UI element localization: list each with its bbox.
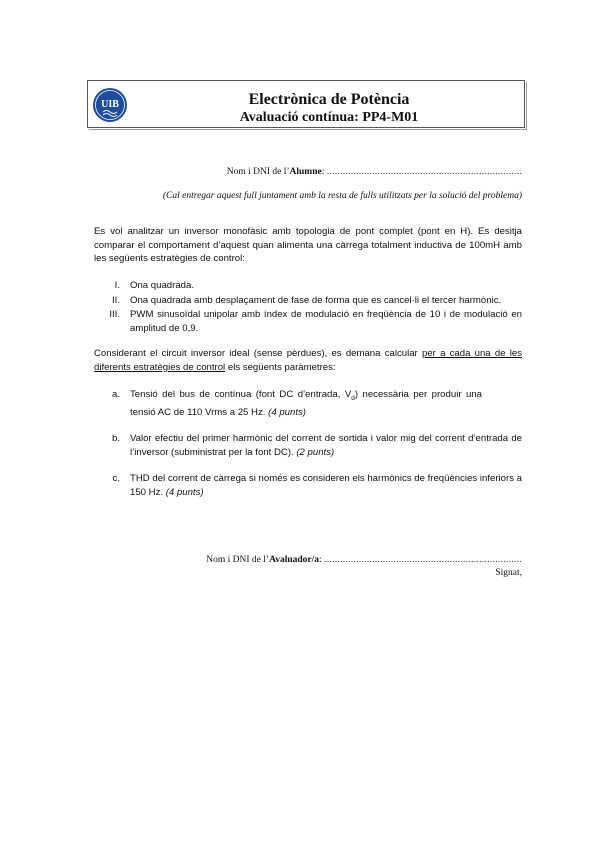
question-list <box>94 388 522 499</box>
list-item <box>94 279 522 293</box>
evaluator-label-suffix: : <box>319 555 325 565</box>
question-points: (2 punts) <box>296 446 335 458</box>
strategy-text: PWM sinusoïdal unipolar amb índex de modulació en freqüència de 10 i de modulació en amplitud de 0,9. <box>130 309 522 334</box>
student-label-bold: Alumne <box>289 167 322 177</box>
student-line <box>227 167 522 177</box>
question-letter: c. <box>112 473 120 485</box>
evaluator-label-prefix: Nom i DNI de l’ <box>206 555 270 565</box>
uib-logo <box>92 87 128 123</box>
course-title: Electrònica de Potència <box>248 91 410 108</box>
question-b-text: Valor efectiu del primer harmònic del corrent de sortida i valor mig del corrent d’entrada de l’inversor (subministrat per la font DC). <box>130 433 522 458</box>
student-dots: ......................................................................... <box>326 167 522 177</box>
ask-after: els següents paràmetres: <box>225 361 336 373</box>
question-c-text: THD del corrent de càrrega si només es consideren els harmònics de freqüències inferiors a 150 Hz. <box>130 473 522 498</box>
question-a-subscript: d <box>351 394 355 402</box>
strategy-list <box>94 279 522 335</box>
strategy-text: Ona quadrada amb desplaçament de fase de forma que es cancel·li el tercer harmònic. <box>130 294 502 306</box>
question-text <box>130 472 522 499</box>
strategy-number: II. <box>112 294 120 306</box>
strategy-text: Ona quadrada. <box>130 280 195 291</box>
strategy-number: I. <box>114 280 120 291</box>
evaluator-label-bold: Avaluador/a <box>269 555 320 565</box>
ask-before: Considerant el circuit inversor ideal (sense pèrdues), es demana calcular <box>94 348 422 359</box>
question-a-text2: ) necessària per produir una tensió AC de 110 Vrms a 25 Hz. <box>130 389 482 418</box>
question-a-text: Tensió del bus de contínua (font DC d’entrada, V <box>130 389 352 400</box>
question-letter: a. <box>111 389 120 400</box>
ask-paragraph <box>94 347 522 374</box>
intro-paragraph: Es vol analitzar un inversor monofàsic amb topologia de pont complet (pont en H). Es desitja comparar el comportament d’aquest quan alimenta una càrrega totalment inductiva de 100mH amb les següents estratègies de control: <box>94 226 522 265</box>
list-item <box>94 432 522 459</box>
question-text <box>130 388 482 419</box>
list-item <box>94 308 522 335</box>
question-text <box>130 432 522 459</box>
question-points: (4 punts) <box>268 406 306 418</box>
logo-text: UIB <box>101 99 119 110</box>
strategy-number: III. <box>109 309 120 321</box>
ask-underlined: per a cada una de les diferents estratègies de control <box>94 348 523 373</box>
list-item <box>94 388 522 419</box>
submission-note: (Cal entregar aquest full juntament amb la resta de fulls utilitzats per la solució del problema) <box>162 191 522 201</box>
evaluator-dots: .......................................................................... <box>324 555 522 565</box>
signed-label: Signat, <box>495 568 522 578</box>
list-item <box>94 294 522 308</box>
question-points: (4 punts) <box>165 486 204 498</box>
student-label-suffix: : <box>321 167 327 177</box>
evaluator-line <box>206 555 522 565</box>
list-item <box>94 472 522 499</box>
assessment-title: Avaluació contínua: PP4-M01 <box>239 110 419 125</box>
student-label-prefix: Nom i DNI de l’ <box>226 167 290 177</box>
question-letter: b. <box>111 433 120 445</box>
